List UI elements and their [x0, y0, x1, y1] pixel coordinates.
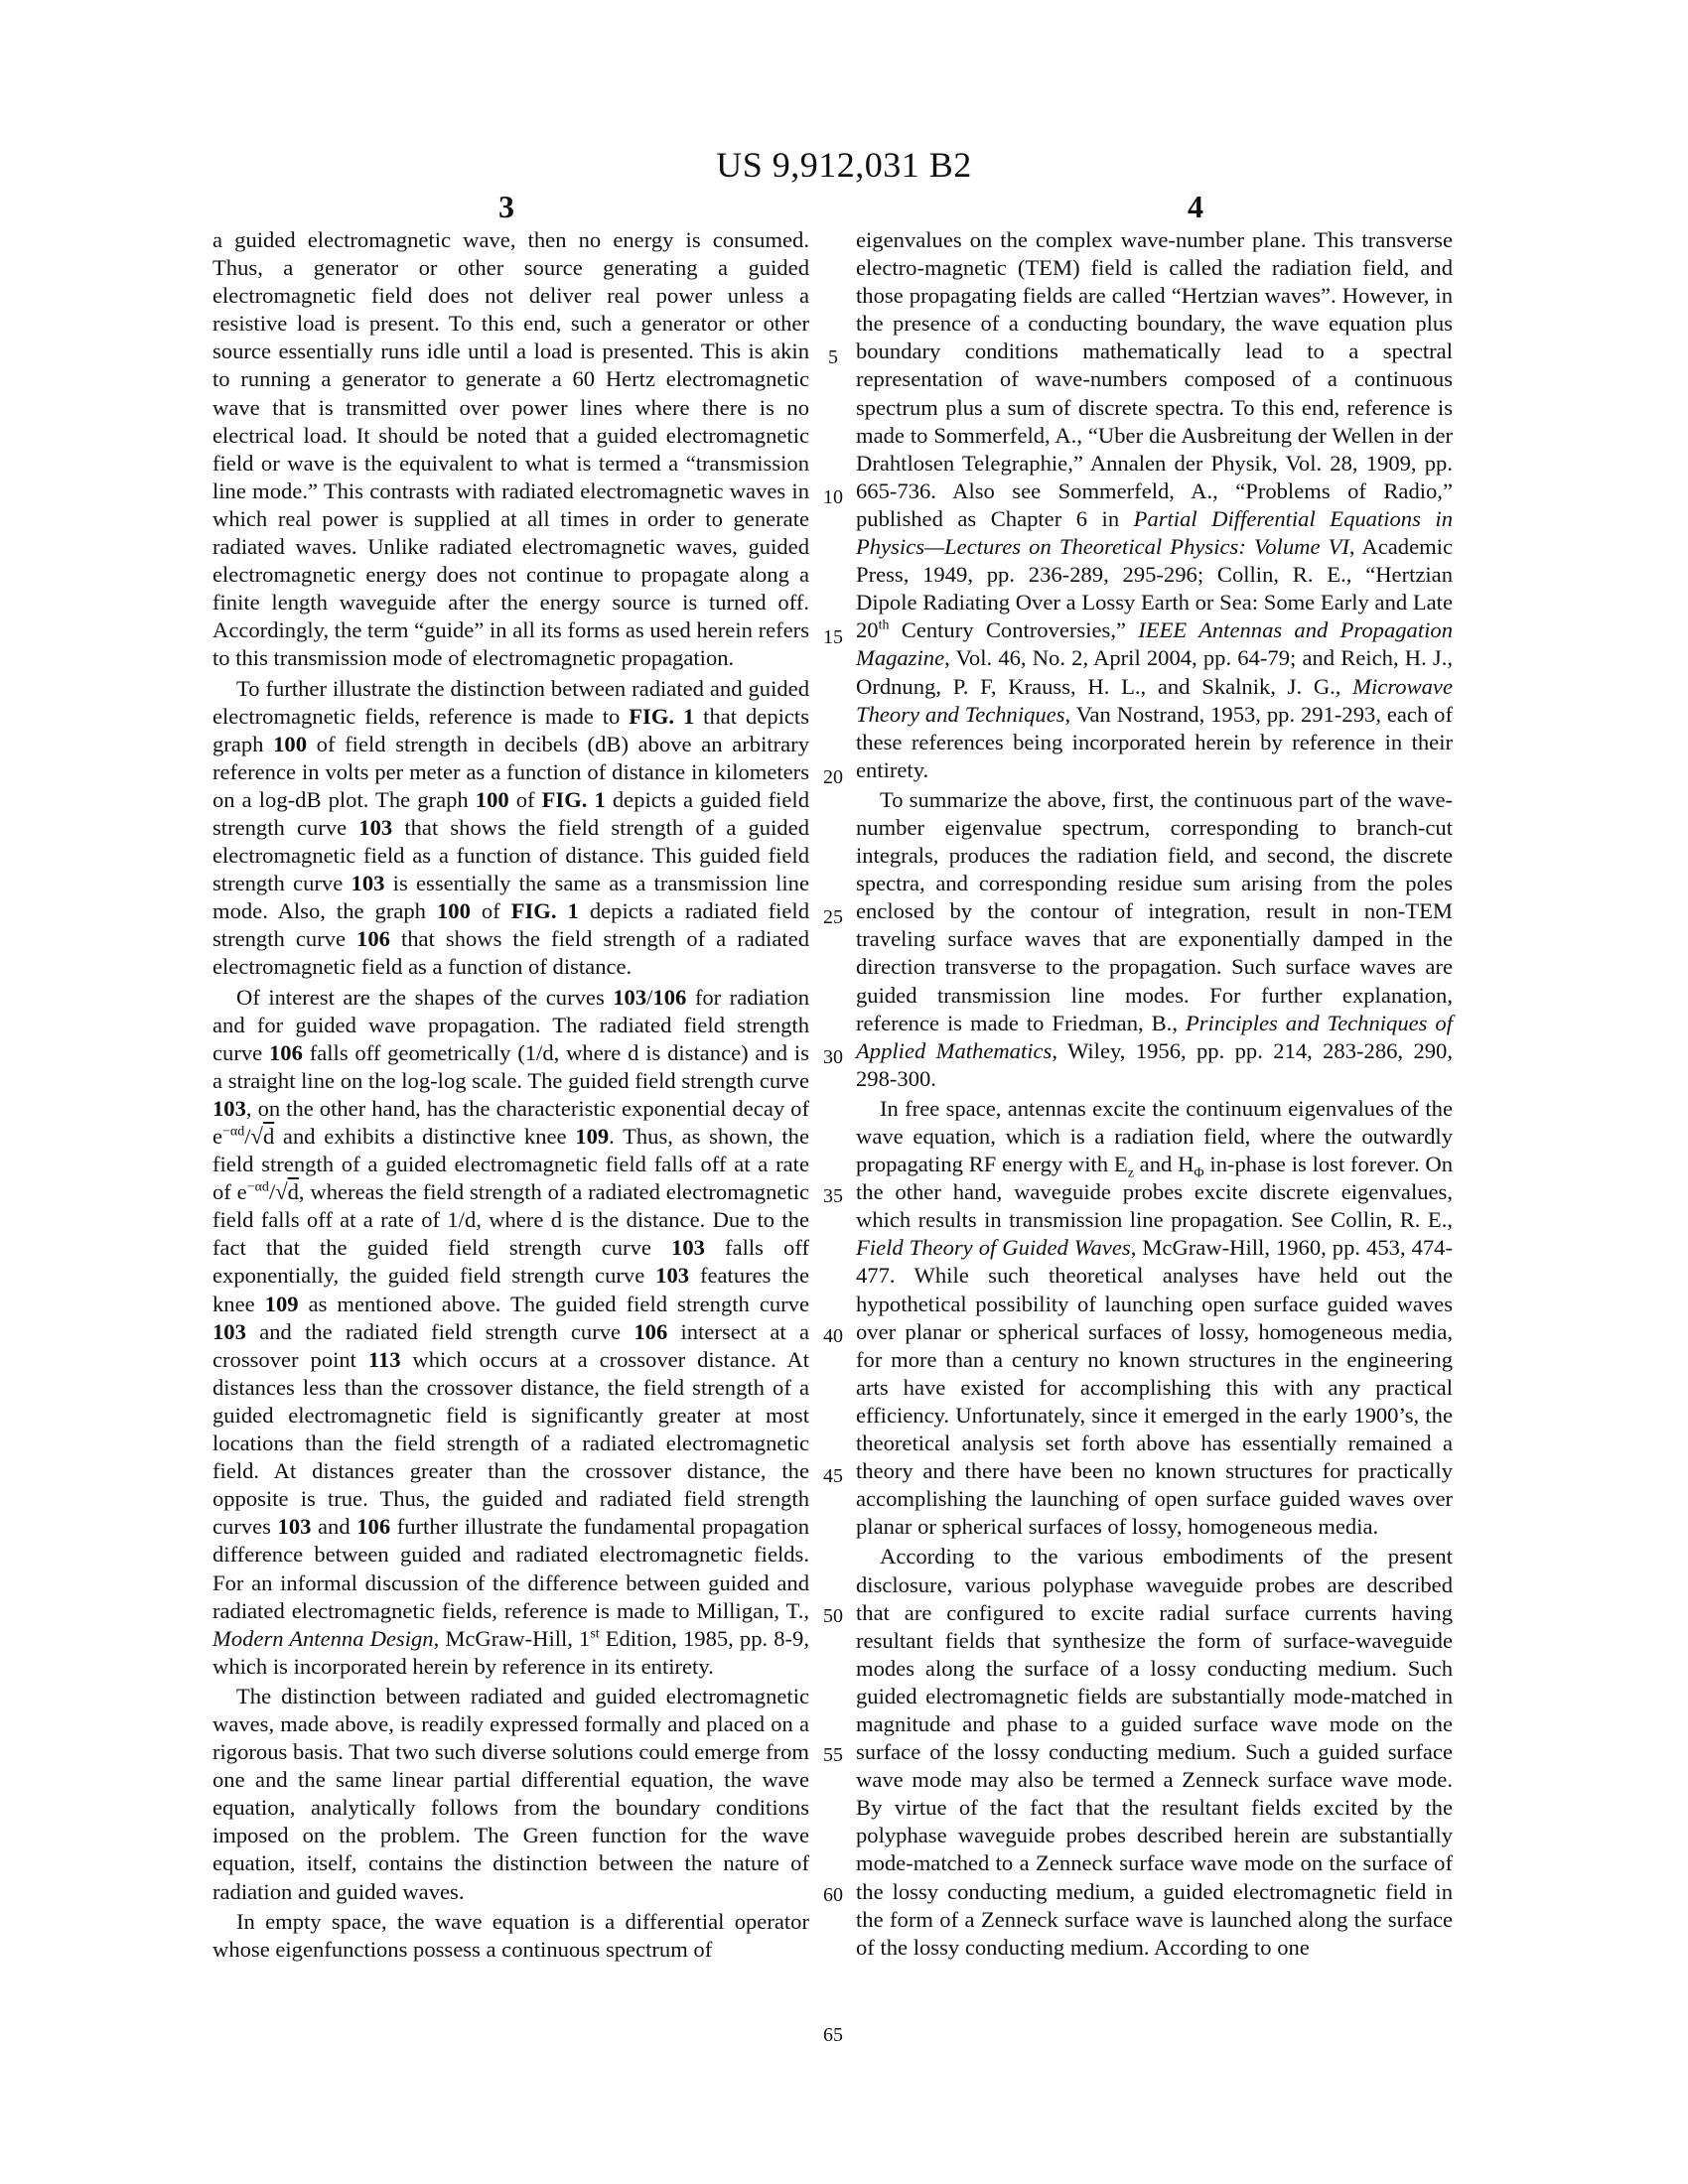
left-paragraph-4: The distinction between radiated and guided electromagnetic waves, made above, is readily expressed formally and placed on a rigorous basis. That two such diverse solutions could emerge from one and the same linear partial differential equation, the wave equation, analytically follows from the boundary conditions imposed on the problem. The Green function for the wave equation, itself, contains the distinction between the nature of radiation and guided waves.: [212, 1683, 809, 1904]
line-number: 50: [823, 1605, 843, 1627]
line-number: 20: [823, 766, 843, 788]
line-number: 35: [823, 1185, 843, 1207]
right-column: [856, 226, 1453, 1962]
right-paragraph-1: eigenvalues on the complex wave-number plane. This transverse electro-magnetic (TEM) field is called the radiation field, and those propagating fields are called “Hertzian waves”. However, in the presence of a conducting boundary, the wave equation plus boundary conditions mathematically lead to a spectral representation of wave-numbers composed of a continuous spectrum plus a sum of discrete spectra. To this end, reference is made to Sommerfeld, A., “Uber die Ausbreitung der Wellen in der Drahtlosen Telegraphie,” Annalen der Physik, Vol. 28, 1909, pp. 665-736. Also see Sommerfeld, A., “Problems of Radio,” published as Chapter 6 in Partial Differential Equations in Physics—Lectures on Theoretical Physics: Volume VI, Academic Press, 1949, pp. 236-289, 295-296; Collin, R. E., “Hertzian Dipole Radiating Over a Lossy Earth or Sea: Some Early and Late 20th Century Controversies,” IEEE Antennas and Propagation Magazine, Vol. 46, No. 2, April 2004, pp. 64-79; and Reich, H. J., Ordnung, P. F, Krauss, H. L., and Skalnik, J. G., Microwave Theory and Techniques, Van Nostrand, 1953, pp. 291-293, each of these references being incorporated herein by reference in their entirety.: [856, 227, 1453, 782]
line-number: 15: [823, 626, 843, 648]
left-page-number: 3: [498, 189, 514, 224]
line-number: 60: [823, 1884, 843, 1906]
right-paragraph-2: To summarize the above, first, the continuous part of the wave-number eigenvalue spectrum, corresponding to branch-cut integrals, produces the radiation field, and second, the discrete spectra, and corresponding residue sum arising from the poles enclosed by the contour of integration, result in non-TEM traveling surface waves that are exponentially damped in the direction transverse to the propagation. Such surface waves are guided transmission line modes. For further explanation, reference is made to Friedman, B., Principles and Techniques of Applied Mathematics, Wiley, 1956, pp. pp. 214, 283-286, 290, 298-300.: [856, 786, 1453, 1091]
line-number: 25: [823, 906, 843, 928]
line-number: 65: [823, 2024, 843, 2046]
left-paragraph-1: a guided electromagnetic wave, then no energy is consumed. Thus, a generator or other source generating a guided electromagnetic field does not deliver real power unless a resistive load is present. To this end, such a generator or other source essentially runs idle until a load is presented. This is akin to running a generator to generate a 60 Hertz electromagnetic wave that is transmitted over power lines where there is no electrical load. It should be noted that a guided electromagnetic field or wave is the equivalent to what is termed a “transmission line mode.” This contrasts with radiated electromagnetic waves in which real power is supplied at all times in order to generate radiated waves. Unlike radiated electromagnetic waves, guided electromagnetic energy does not continue to propagate along a finite length waveguide after the energy source is turned off. Accordingly, the term “guide” in all its forms as used herein refers to this transmission mode of electromagnetic propagation.: [212, 227, 809, 671]
line-number: 30: [823, 1046, 843, 1068]
left-column: [212, 226, 809, 1964]
line-number: 10: [823, 486, 843, 508]
right-paragraph-3: In free space, antennas excite the continuum eigenvalues of the wave equation, which is a radiation field, where the outwardly propagating RF energy with $E_z$ and $H_\Phi$ in-phase is lost forever. On the other hand, waveguide probes excite discrete eigenvalues, which results in transmission line propagation. See Collin, R. E., Field Theory of Guided Waves, McGraw-Hill, 1960, pp. 453, 474-477. While such theoretical analyses have held out the hypothetical possibility of launching open surface guided waves over planar or spherical surfaces of lossy, homogeneous media, for more than a century no known structures in the engineering arts have existed for accomplishing this with any practical efficiency. Unfortunately, since it emerged in the early 1900’s, the theoretical analysis set forth above has essentially remained a theory and there have been no known structures for practically accomplishing the launching of open surface guided waves over planar or spherical surfaces of lossy, homogeneous media.: [856, 1095, 1454, 1540]
line-number: 40: [823, 1325, 843, 1347]
right-page-number: 4: [1188, 189, 1203, 224]
line-number-gutter: [816, 0, 850, 2184]
line-number: 5: [828, 346, 838, 368]
line-number: 55: [823, 1744, 843, 1766]
line-number: 45: [823, 1465, 843, 1487]
left-paragraph-5: In empty space, the wave equation is a differential operator whose eigenfunctions possess a continuous spectrum of: [212, 1908, 809, 1962]
right-paragraph-4: According to the various embodiments of the present disclosure, various polyphase waveguide probes are described that are configured to excite radial surface currents having resultant fields that synthesize the form of surface-waveguide modes along the surface of a lossy conducting medium. Such guided electromagnetic fields are substantially mode-matched in magnitude and phase to a guided surface wave mode on the surface of the lossy conducting medium. Such a guided surface wave mode may also be termed a Zenneck surface wave mode. By virtue of the fact that the resultant fields excited by the polyphase waveguide probes described herein are substantially mode-matched to a Zenneck surface wave mode on the surface of the lossy conducting medium, a guided electromagnetic field in the form of a Zenneck surface wave is launched along the surface of the lossy conducting medium. According to one: [856, 1544, 1453, 1960]
patent-number: US 9,912,031 B2: [716, 145, 972, 185]
left-paragraph-3: Of interest are the shapes of the curves 103/106 for radiation and for guided wave propagation. The radiated field strength curve 106 falls off geometrically (1/d, where d is distance) and is a straight line on the log-log scale. The guided field strength curve 103, on the other hand, has the characteristic exponential decay of $e^{-\alpha d}/√d$ and exhibits a distinctive knee 109. Thus, as shown, the field strength of a guided electromagnetic field falls off at a rate of $e^{-\alpha d}/√d$, whereas the field strength of a radiated electromagnetic field falls off at a rate of 1/d, where d is the distance. Due to the fact that the guided field strength curve 103 falls off exponentially, the guided field strength curve 103 features the knee 109 as mentioned above. The guided field strength curve 103 and the radiated field strength curve 106 intersect at a crossover point 113 which occurs at a crossover distance. At distances less than the crossover distance, the field strength of a guided electromagnetic field is significantly greater at most locations than the field strength of a radiated electromagnetic field. At distances greater than the crossover distance, the opposite is true. Thus, the guided and radiated field strength curves 103 and 106 further illustrate the fundamental propagation difference between guided and radiated electromagnetic fields. For an informal discussion of the difference between guided and radiated electromagnetic fields, reference is made to Milligan, T., Modern Antenna Design, McGraw-Hill, 1st Edition, 1985, pp. 8-9, which is incorporated herein by reference in its entirety.: [212, 984, 810, 1679]
left-paragraph-2: To further illustrate the distinction between radiated and guided electromagnetic fields, reference is made to FIG. 1 that depicts graph 100 of field strength in decibels (dB) above an arbitrary reference in volts per meter as a function of distance in kilometers on a log-dB plot. The graph 100 of FIG. 1 depicts a guided field strength curve 103 that shows the field strength of a guided electromagnetic field as a function of distance. This guided field strength curve 103 is essentially the same as a transmission line mode. Also, the graph 100 of FIG. 1 depicts a radiated field strength curve 106 that shows the field strength of a radiated electromagnetic field as a function of distance.: [212, 675, 810, 980]
